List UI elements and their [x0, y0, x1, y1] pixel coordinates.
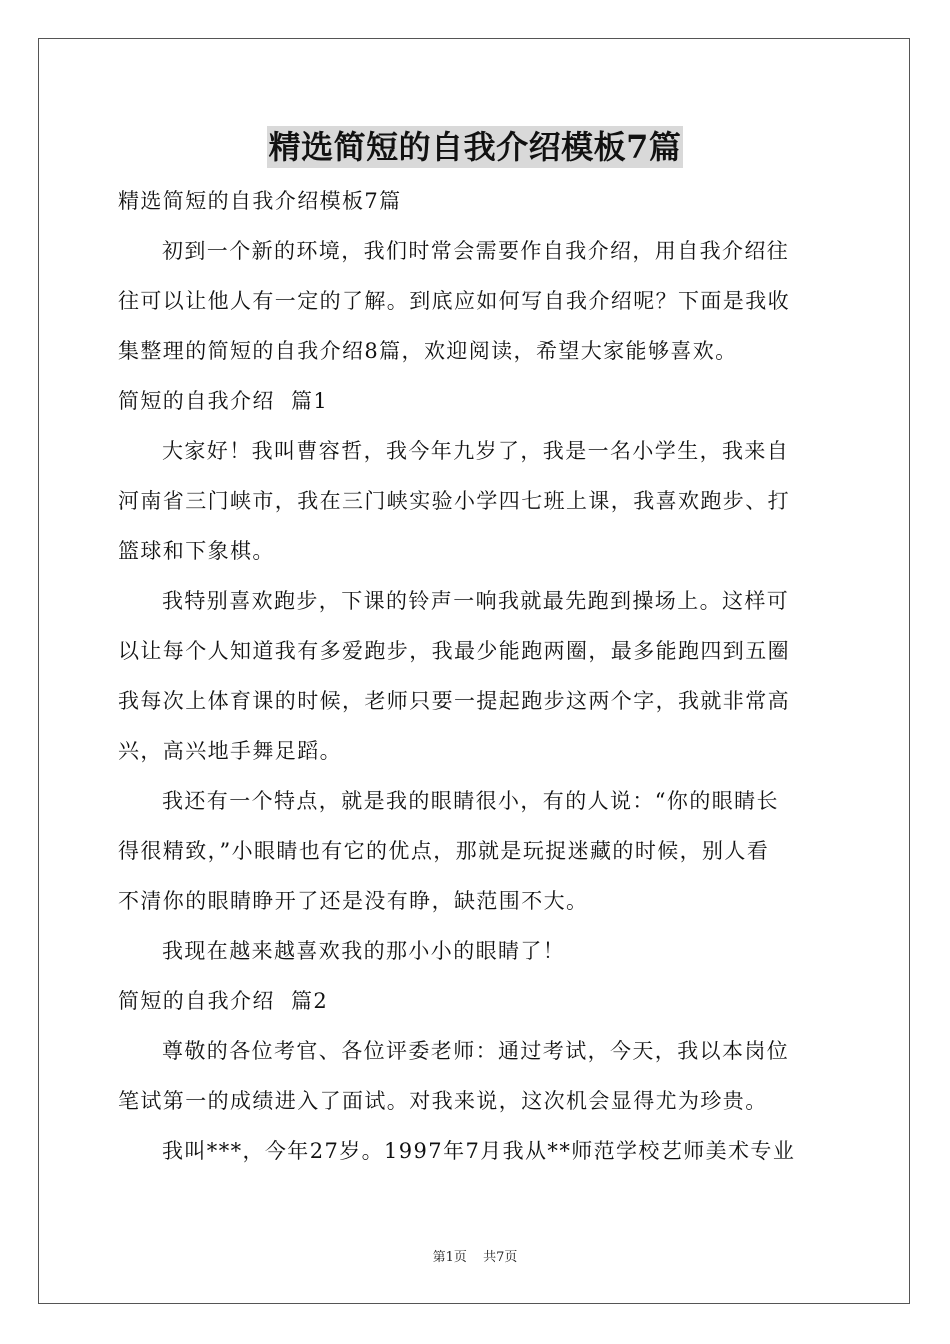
heading-text: 精选简短的自我介绍模板7篇	[118, 189, 402, 213]
paragraph	[118, 576, 834, 776]
paragraph	[118, 226, 834, 376]
paragraph-line: 兴，高兴地手舞足蹈。	[118, 739, 342, 763]
section-heading	[118, 976, 834, 1026]
paragraph-line: 不清你的眼睛睁开了还是没有睁，缺范围不大。	[118, 889, 589, 913]
paragraph-line: 初到一个新的环境，我们时常会需要作自我介绍，用自我介绍往	[162, 239, 790, 263]
page-number: 第1页	[432, 1250, 467, 1265]
paragraph-line: 我现在越来越喜欢我的那小小的眼睛了！	[162, 939, 566, 963]
heading-text: 简短的自我介绍 篇2	[118, 989, 329, 1013]
paragraph-line: 大家好！我叫曹容哲，我今年九岁了，我是一名小学生，我来自	[162, 439, 790, 463]
paragraph	[118, 1026, 834, 1126]
document-body	[118, 176, 834, 1176]
paragraph-line: 尊敬的各位考官、各位评委老师：通过考试，今天，我以本岗位	[162, 1039, 790, 1063]
section-heading	[118, 376, 834, 426]
title-container	[0, 126, 950, 168]
paragraph-line: 我叫***，今年27岁。1997年7月我从**师范学校艺师美术专业	[162, 1139, 796, 1163]
paragraph-line: 得很精致，”小眼睛也有它的优点，那就是玩捉迷藏的时候，别人看	[118, 839, 770, 863]
paragraph-line: 河南省三门峡市，我在三门峡实验小学四七班上课，我喜欢跑步、打	[118, 489, 790, 513]
paragraph-line: 我特别喜欢跑步，下课的铃声一响我就最先跑到操场上。这样可	[162, 589, 790, 613]
paragraph	[118, 926, 834, 976]
paragraph	[118, 776, 834, 926]
heading-text: 简短的自我介绍 篇1	[118, 389, 329, 413]
paragraph-line: 以让每个人知道我有多爱跑步，我最少能跑两圈，最多能跑四到五圈	[118, 639, 790, 663]
page-total: 共7页	[483, 1250, 518, 1265]
paragraph-line: 我还有一个特点，就是我的眼睛很小，有的人说：“你的眼睛长	[162, 789, 779, 813]
paragraph-line: 往可以让他人有一定的了解。到底应如何写自我介绍呢？下面是我收	[118, 289, 790, 313]
document-title: 精选简短的自我介绍模板7篇	[268, 128, 682, 166]
paragraph-line: 笔试第一的成绩进入了面试。对我来说，这次机会显得尤为珍贵。	[118, 1089, 768, 1113]
paragraph-line: 篮球和下象棋。	[118, 539, 275, 563]
section-heading	[118, 176, 834, 226]
paragraph	[118, 1126, 834, 1176]
paragraph	[118, 426, 834, 576]
page-footer	[0, 1246, 950, 1265]
paragraph-line: 我每次上体育课的时候，老师只要一提起跑步这两个字，我就非常高	[118, 689, 790, 713]
paragraph-line: 集整理的简短的自我介绍8篇，欢迎阅读，希望大家能够喜欢。	[118, 339, 738, 363]
